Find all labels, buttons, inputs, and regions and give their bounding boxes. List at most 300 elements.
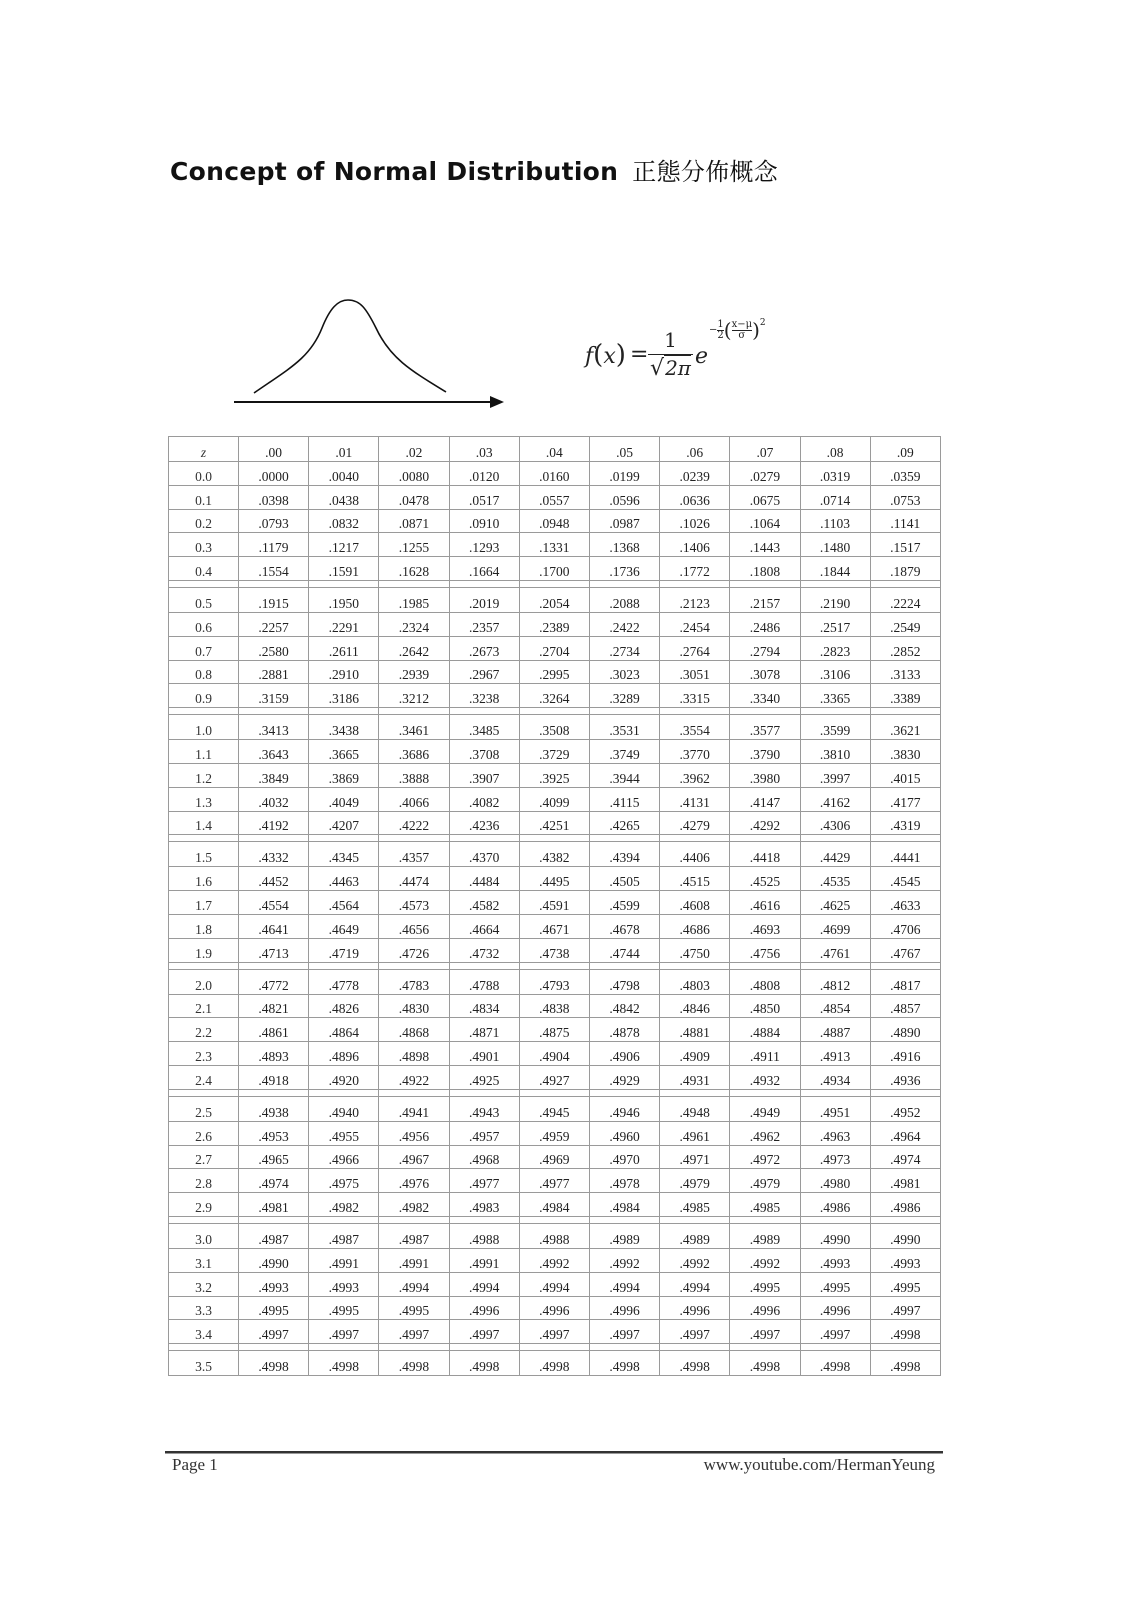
probability-cell: .0714 [800, 485, 870, 509]
probability-cell: .4292 [730, 811, 800, 835]
page-title-english: Concept of Normal Distribution [170, 157, 619, 186]
probability-cell: .4970 [589, 1145, 659, 1169]
probability-cell: .3962 [660, 763, 730, 787]
probability-cell: .2704 [519, 636, 589, 660]
probability-cell: .4767 [870, 938, 940, 962]
table-row [169, 462, 941, 486]
probability-cell: .3413 [239, 715, 309, 740]
probability-cell: .4986 [800, 1193, 870, 1217]
probability-cell: .4147 [730, 787, 800, 811]
separator-cell [449, 1344, 519, 1351]
separator-cell [449, 835, 519, 842]
probability-cell: .3159 [239, 684, 309, 708]
probability-cell: .4977 [519, 1169, 589, 1193]
probability-cell: .4772 [239, 969, 309, 994]
probability-cell: .4564 [309, 891, 379, 915]
probability-cell: .4916 [870, 1042, 940, 1066]
probability-cell: .4998 [239, 1351, 309, 1376]
probability-cell: .4968 [449, 1145, 519, 1169]
probability-cell: .4066 [379, 787, 449, 811]
probability-cell: .4961 [660, 1121, 730, 1145]
probability-cell: .1331 [519, 533, 589, 557]
probability-cell: .1772 [660, 557, 730, 581]
probability-cell: .2357 [449, 612, 519, 636]
probability-cell: .4995 [379, 1296, 449, 1320]
probability-cell: .0398 [239, 485, 309, 509]
probability-cell: .2190 [800, 587, 870, 612]
probability-cell: .3289 [589, 684, 659, 708]
probability-cell: .4738 [519, 938, 589, 962]
separator-cell [730, 1344, 800, 1351]
table-row [169, 1042, 941, 1066]
z-value-cell: 0.8 [169, 660, 239, 684]
probability-cell: .3830 [870, 740, 940, 764]
probability-cell: .3888 [379, 763, 449, 787]
probability-cell: .4978 [589, 1169, 659, 1193]
z-value-cell: 3.3 [169, 1296, 239, 1320]
probability-cell: .4994 [449, 1272, 519, 1296]
separator-cell [239, 1089, 309, 1096]
separator-cell [870, 962, 940, 969]
z-value-cell: 2.9 [169, 1193, 239, 1217]
probability-cell: .4994 [379, 1272, 449, 1296]
probability-cell: .4994 [589, 1272, 659, 1296]
probability-cell: .4991 [379, 1248, 449, 1272]
probability-cell: .1517 [870, 533, 940, 557]
z-value-cell: 3.2 [169, 1272, 239, 1296]
table-row [169, 1169, 941, 1193]
probability-cell: .4995 [309, 1296, 379, 1320]
table-row [169, 1351, 941, 1376]
probability-cell: .3438 [309, 715, 379, 740]
probability-cell: .2019 [449, 587, 519, 612]
probability-cell: .2967 [449, 660, 519, 684]
formula-fraction: 1 √2π [648, 328, 693, 381]
probability-cell: .1406 [660, 533, 730, 557]
table-row [169, 533, 941, 557]
separator-cell [870, 708, 940, 715]
probability-cell: .4864 [309, 1018, 379, 1042]
probability-cell: .1443 [730, 533, 800, 557]
probability-cell: .4788 [449, 969, 519, 994]
probability-cell: .1700 [519, 557, 589, 581]
probability-cell: .4959 [519, 1121, 589, 1145]
probability-cell: .2734 [589, 636, 659, 660]
probability-cell: .4911 [730, 1042, 800, 1066]
probability-cell: .4525 [730, 867, 800, 891]
probability-cell: .4484 [449, 867, 519, 891]
probability-cell: .2422 [589, 612, 659, 636]
probability-cell: .4952 [870, 1096, 940, 1121]
probability-cell: .4995 [800, 1272, 870, 1296]
probability-cell: .4015 [870, 763, 940, 787]
probability-cell: .3790 [730, 740, 800, 764]
probability-cell: .4744 [589, 938, 659, 962]
footer-url: www.youtube.com/HermanYeung [703, 1455, 935, 1474]
probability-cell: .4783 [379, 969, 449, 994]
formula-base-e: e [695, 344, 709, 369]
probability-cell: .4995 [870, 1272, 940, 1296]
probability-cell: .4936 [870, 1065, 940, 1089]
probability-cell: .4898 [379, 1042, 449, 1066]
probability-cell: .4909 [660, 1042, 730, 1066]
probability-cell: .1480 [800, 533, 870, 557]
probability-cell: .4992 [730, 1248, 800, 1272]
probability-cell: .3186 [309, 684, 379, 708]
separator-cell [309, 835, 379, 842]
probability-cell: .0359 [870, 462, 940, 486]
probability-cell: .4972 [730, 1145, 800, 1169]
separator-cell [800, 835, 870, 842]
probability-cell: .1664 [449, 557, 519, 581]
probability-cell: .1844 [800, 557, 870, 581]
table-row [169, 587, 941, 612]
separator-cell [519, 835, 589, 842]
separator-cell [449, 580, 519, 587]
table-header-col: .07 [730, 437, 800, 462]
separator-cell [589, 1216, 659, 1223]
probability-cell: .4394 [589, 842, 659, 867]
probability-cell: .3869 [309, 763, 379, 787]
probability-cell: .2823 [800, 636, 870, 660]
probability-cell: .3925 [519, 763, 589, 787]
probability-cell: .4671 [519, 914, 589, 938]
probability-cell: .4686 [660, 914, 730, 938]
probability-cell: .4995 [239, 1296, 309, 1320]
probability-cell: .4981 [870, 1169, 940, 1193]
probability-cell: .4756 [730, 938, 800, 962]
z-value-cell: 2.2 [169, 1018, 239, 1042]
probability-cell: .3461 [379, 715, 449, 740]
table-row [169, 715, 941, 740]
probability-cell: .0517 [449, 485, 519, 509]
probability-cell: .2389 [519, 612, 589, 636]
z-value-cell: 0.4 [169, 557, 239, 581]
probability-cell: .4997 [589, 1320, 659, 1344]
probability-cell: .4887 [800, 1018, 870, 1042]
probability-cell: .4931 [660, 1065, 730, 1089]
probability-cell: .2123 [660, 587, 730, 612]
probability-cell: .4993 [239, 1272, 309, 1296]
probability-cell: .2157 [730, 587, 800, 612]
probability-cell: .4750 [660, 938, 730, 962]
separator-cell [519, 1216, 589, 1223]
probability-cell: .4976 [379, 1169, 449, 1193]
z-value-cell: 0.2 [169, 509, 239, 533]
separator-cell [379, 835, 449, 842]
group-separator [169, 580, 941, 587]
probability-cell: .4826 [309, 994, 379, 1018]
probability-cell: .3315 [660, 684, 730, 708]
probability-cell: .4983 [449, 1193, 519, 1217]
probability-cell: .4881 [660, 1018, 730, 1042]
probability-cell: .4616 [730, 891, 800, 915]
formula-lhs: f(x) [585, 340, 626, 370]
probability-cell: .4997 [730, 1320, 800, 1344]
separator-cell [800, 1089, 870, 1096]
probability-cell: .4664 [449, 914, 519, 938]
probability-cell: .4998 [800, 1351, 870, 1376]
probability-cell: .2995 [519, 660, 589, 684]
separator-cell [239, 962, 309, 969]
probability-cell: .4505 [589, 867, 659, 891]
probability-cell: .2324 [379, 612, 449, 636]
separator-cell [169, 1089, 239, 1096]
probability-cell: .4995 [730, 1272, 800, 1296]
z-value-cell: 1.1 [169, 740, 239, 764]
probability-cell: .4115 [589, 787, 659, 811]
probability-cell: .1293 [449, 533, 519, 557]
probability-cell: .1915 [239, 587, 309, 612]
probability-cell: .4495 [519, 867, 589, 891]
separator-cell [169, 962, 239, 969]
probability-cell: .4732 [449, 938, 519, 962]
table-row [169, 509, 941, 533]
probability-cell: .4830 [379, 994, 449, 1018]
table-row [169, 1223, 941, 1248]
probability-cell: .0120 [449, 462, 519, 486]
z-value-cell: 0.9 [169, 684, 239, 708]
table-row [169, 1018, 941, 1042]
probability-cell: .4591 [519, 891, 589, 915]
probability-cell: .4979 [660, 1169, 730, 1193]
probability-cell: .4441 [870, 842, 940, 867]
probability-cell: .4997 [309, 1320, 379, 1344]
separator-cell [379, 1216, 449, 1223]
probability-cell: .4265 [589, 811, 659, 835]
probability-cell: .3980 [730, 763, 800, 787]
probability-cell: .4927 [519, 1065, 589, 1089]
probability-cell: .4599 [589, 891, 659, 915]
probability-cell: .4977 [449, 1169, 519, 1193]
z-value-cell: 1.3 [169, 787, 239, 811]
separator-cell [589, 580, 659, 587]
z-value-cell: 0.3 [169, 533, 239, 557]
probability-cell: .4955 [309, 1121, 379, 1145]
probability-cell: .4981 [239, 1193, 309, 1217]
probability-cell: .2224 [870, 587, 940, 612]
formula-equals: = [630, 342, 649, 367]
probability-cell: .4713 [239, 938, 309, 962]
probability-cell: .3749 [589, 740, 659, 764]
probability-cell: .4982 [309, 1193, 379, 1217]
group-separator [169, 708, 941, 715]
probability-cell: .4992 [660, 1248, 730, 1272]
probability-cell: .4554 [239, 891, 309, 915]
probability-cell: .4474 [379, 867, 449, 891]
probability-cell: .4817 [870, 969, 940, 994]
probability-cell: .4920 [309, 1065, 379, 1089]
group-separator [169, 1089, 941, 1096]
table-row [169, 1145, 941, 1169]
group-separator [169, 1344, 941, 1351]
probability-cell: .4984 [519, 1193, 589, 1217]
probability-cell: .4941 [379, 1096, 449, 1121]
probability-cell: .3686 [379, 740, 449, 764]
separator-cell [309, 708, 379, 715]
probability-cell: .1591 [309, 557, 379, 581]
separator-cell [730, 708, 800, 715]
probability-cell: .4948 [660, 1096, 730, 1121]
table-row [169, 891, 941, 915]
separator-cell [309, 1344, 379, 1351]
separator-cell [870, 1216, 940, 1223]
probability-cell: .0910 [449, 509, 519, 533]
probability-cell: .0871 [379, 509, 449, 533]
separator-cell [870, 835, 940, 842]
probability-cell: .4934 [800, 1065, 870, 1089]
probability-cell: .4693 [730, 914, 800, 938]
separator-cell [449, 708, 519, 715]
probability-cell: .4306 [800, 811, 870, 835]
probability-cell: .4997 [519, 1320, 589, 1344]
probability-cell: .0080 [379, 462, 449, 486]
probability-cell: .4345 [309, 842, 379, 867]
probability-cell: .0675 [730, 485, 800, 509]
probability-cell: .4988 [449, 1223, 519, 1248]
probability-cell: .4998 [379, 1351, 449, 1376]
footer-divider [165, 1451, 943, 1454]
probability-cell: .4997 [660, 1320, 730, 1344]
probability-cell: .4998 [870, 1320, 940, 1344]
table-header-col: .03 [449, 437, 519, 462]
probability-cell: .3212 [379, 684, 449, 708]
probability-cell: .4918 [239, 1065, 309, 1089]
probability-cell: .4967 [379, 1145, 449, 1169]
table-row [169, 557, 941, 581]
separator-cell [169, 1216, 239, 1223]
separator-cell [309, 962, 379, 969]
probability-cell: .0832 [309, 509, 379, 533]
probability-cell: .4998 [730, 1351, 800, 1376]
separator-cell [800, 708, 870, 715]
separator-cell [660, 1089, 730, 1096]
probability-cell: .4988 [519, 1223, 589, 1248]
probability-cell: .4989 [730, 1223, 800, 1248]
probability-cell: .4904 [519, 1042, 589, 1066]
probability-cell: .3023 [589, 660, 659, 684]
probability-cell: .4032 [239, 787, 309, 811]
separator-cell [800, 1216, 870, 1223]
probability-cell: .4884 [730, 1018, 800, 1042]
z-value-cell: 3.0 [169, 1223, 239, 1248]
group-separator [169, 962, 941, 969]
probability-cell: .4940 [309, 1096, 379, 1121]
probability-cell: .4719 [309, 938, 379, 962]
probability-cell: .2642 [379, 636, 449, 660]
probability-cell: .4131 [660, 787, 730, 811]
probability-cell: .4896 [309, 1042, 379, 1066]
probability-cell: .1879 [870, 557, 940, 581]
table-row [169, 684, 941, 708]
probability-cell: .4963 [800, 1121, 870, 1145]
probability-cell: .3340 [730, 684, 800, 708]
probability-cell: .2764 [660, 636, 730, 660]
probability-cell: .4906 [589, 1042, 659, 1066]
separator-cell [449, 1216, 519, 1223]
probability-cell: .1808 [730, 557, 800, 581]
page-title [170, 152, 778, 187]
page-number: Page 1 [172, 1455, 218, 1474]
probability-cell: .4177 [870, 787, 940, 811]
bell-curve-icon [230, 292, 510, 412]
probability-cell: .4980 [800, 1169, 870, 1193]
table-row [169, 740, 941, 764]
probability-cell: .4236 [449, 811, 519, 835]
probability-cell: .0793 [239, 509, 309, 533]
z-value-cell: 2.7 [169, 1145, 239, 1169]
probability-cell: .4997 [239, 1320, 309, 1344]
probability-cell: .4973 [800, 1145, 870, 1169]
probability-cell: .4868 [379, 1018, 449, 1042]
separator-cell [660, 1344, 730, 1351]
probability-cell: .4996 [730, 1296, 800, 1320]
probability-cell: .2794 [730, 636, 800, 660]
probability-cell: .0753 [870, 485, 940, 509]
separator-cell [239, 580, 309, 587]
probability-cell: .2257 [239, 612, 309, 636]
probability-cell: .0279 [730, 462, 800, 486]
probability-cell: .1217 [309, 533, 379, 557]
probability-cell: .3554 [660, 715, 730, 740]
separator-cell [379, 1344, 449, 1351]
table-row [169, 1121, 941, 1145]
probability-cell: .4964 [870, 1121, 940, 1145]
probability-cell: .1026 [660, 509, 730, 533]
probability-cell: .2939 [379, 660, 449, 684]
probability-cell: .2852 [870, 636, 940, 660]
probability-cell: .4633 [870, 891, 940, 915]
probability-cell: .4990 [239, 1248, 309, 1272]
separator-cell [589, 835, 659, 842]
probability-cell: .1103 [800, 509, 870, 533]
separator-cell [800, 1344, 870, 1351]
probability-cell: .0478 [379, 485, 449, 509]
separator-cell [379, 708, 449, 715]
probability-cell: .1064 [730, 509, 800, 533]
z-value-cell: 1.5 [169, 842, 239, 867]
probability-cell: .2291 [309, 612, 379, 636]
separator-cell [379, 962, 449, 969]
probability-cell: .4993 [309, 1272, 379, 1296]
table-header-row [169, 437, 941, 462]
probability-cell: .0636 [660, 485, 730, 509]
probability-cell: .3106 [800, 660, 870, 684]
z-value-cell: 0.6 [169, 612, 239, 636]
probability-cell: .4996 [660, 1296, 730, 1320]
probability-cell: .1179 [239, 533, 309, 557]
probability-cell: .3770 [660, 740, 730, 764]
probability-cell: .4207 [309, 811, 379, 835]
separator-cell [169, 580, 239, 587]
probability-cell: .4545 [870, 867, 940, 891]
probability-cell: .4099 [519, 787, 589, 811]
probability-cell: .4857 [870, 994, 940, 1018]
probability-cell: .4625 [800, 891, 870, 915]
probability-cell: .3599 [800, 715, 870, 740]
table-row [169, 612, 941, 636]
probability-cell: .4945 [519, 1096, 589, 1121]
separator-cell [589, 1344, 659, 1351]
table-row [169, 938, 941, 962]
probability-cell: .4953 [239, 1121, 309, 1145]
probability-cell: .4162 [800, 787, 870, 811]
probability-cell: .4969 [519, 1145, 589, 1169]
probability-cell: .3643 [239, 740, 309, 764]
probability-cell: .4893 [239, 1042, 309, 1066]
table-row [169, 867, 941, 891]
probability-cell: .4996 [589, 1296, 659, 1320]
